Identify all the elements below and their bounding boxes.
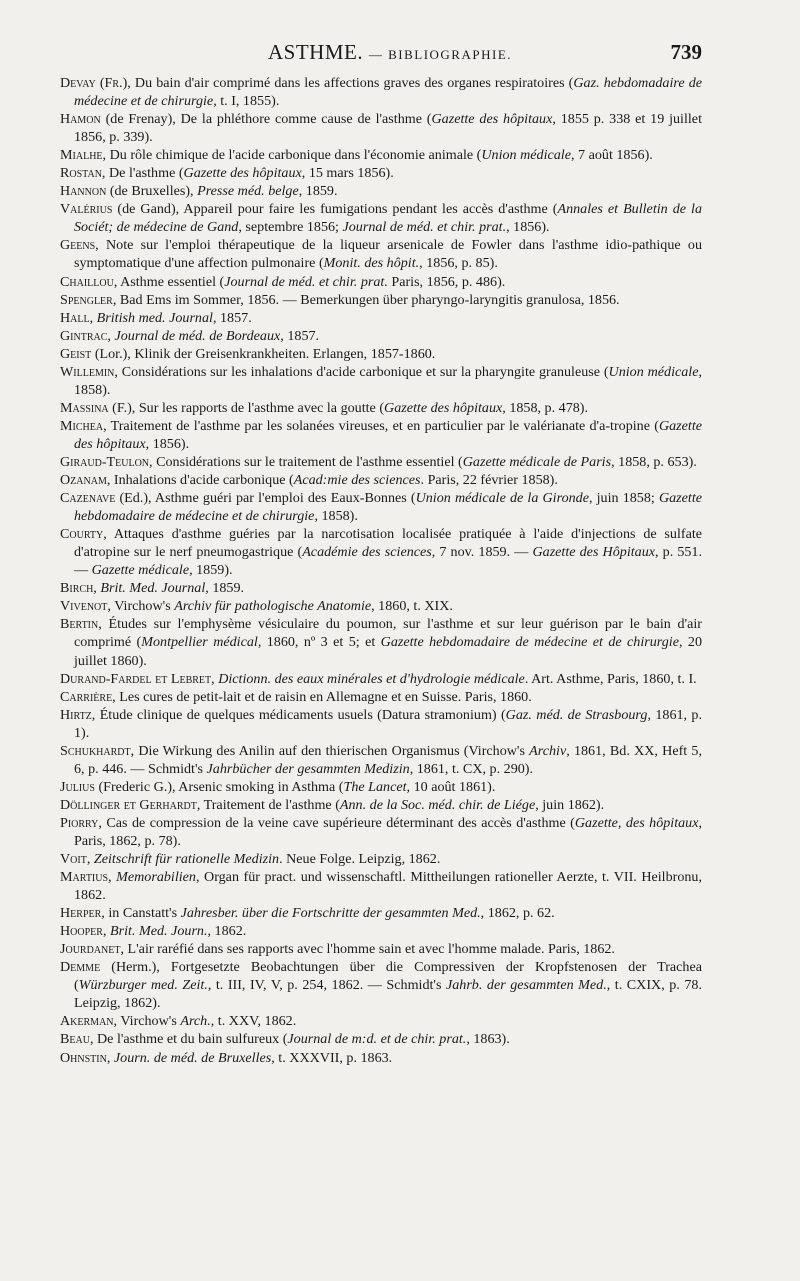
- entry-author: Geens,: [60, 237, 99, 254]
- entry-text: Du bain d'air comprimé dans les affections graves des organes respiratoires (: [130, 75, 574, 91]
- entry-author: Voit,: [60, 851, 91, 868]
- bibliography-entry: [60, 345, 702, 363]
- header-title-text: ASTHME.: [268, 40, 364, 64]
- entry-journal-title: Jahrbücher der gesammten Medizin: [206, 760, 410, 777]
- entry-text: , t. XXV, 1862.: [210, 1013, 297, 1030]
- entry-text: Considérations sur les inhalations d'acide carbonique et sur la pharyngite granuleuse (: [117, 363, 609, 380]
- entry-text: (Ed.), Asthme guéri par l'emploi des Eaux-Bonnes (: [115, 490, 416, 507]
- entry-journal-title: Montpellier médical: [141, 634, 258, 651]
- entry-author: Demme: [60, 959, 101, 976]
- entry-journal-title: British med. Journal: [96, 309, 213, 326]
- bibliography-entry: [60, 579, 702, 597]
- entry-text: Paris, 1856, p. 486).: [387, 273, 506, 290]
- bibliography-entry: [60, 922, 702, 940]
- entry-author: Devay (Fr.),: [60, 75, 131, 91]
- entry-text: , 1860, nº 3 et 5; et: [257, 634, 381, 651]
- entry-journal-title: Gaz. hebdomadaire de médecine et de chirurgie: [74, 75, 703, 110]
- entry-journal-title: Gazette des hôpitaux: [431, 111, 553, 128]
- bibliography-entry: [60, 236, 702, 272]
- entry-author: Willemin,: [60, 363, 118, 380]
- entry-journal-title: Monit. des hôpit.: [323, 255, 420, 272]
- entry-journal-title: Gazette des hôpitaux: [384, 399, 503, 416]
- entry-text: Traitement de l'asthme par les solanées vireuses, et en particulier par le valérianate d'a-tropine (: [106, 417, 659, 434]
- entry-text: , p. 551. —: [74, 544, 702, 579]
- entry-journal-title: Journal de méd. et chir. prat.: [224, 273, 388, 290]
- entry-text: , juin 1862).: [535, 796, 605, 813]
- bibliography-entry: [60, 597, 702, 615]
- entry-journal-title: Journ. de méd. de Bruxelles: [113, 1049, 272, 1066]
- entry-journal-title: Zeitschrift für rationelle Medizin: [93, 851, 280, 868]
- entry-author: Hooper,: [60, 923, 107, 940]
- entry-author: Courty,: [60, 526, 107, 543]
- bibliography-entry: [60, 200, 702, 236]
- entry-text: Note sur l'emploi thérapeutique de la liqueur arsenicale de Fowler dans l'asthme idio-pathique ou symptomatique d'une affection pulmonaire (: [74, 237, 702, 272]
- entry-text: Virchow's: [110, 598, 175, 615]
- entry-text: Études sur l'emphysème vésiculaire du poumon, sur l'asthme et sur leur guérison par le bain d'air comprimé (: [74, 616, 702, 651]
- entry-text: , 1855 p. 338 et 19 juillet 1856, p. 339).: [74, 111, 702, 146]
- entry-journal-title: The Lancet: [343, 778, 407, 795]
- entry-text: , 1859.: [298, 183, 338, 200]
- bibliography-entry: [60, 110, 702, 146]
- running-header: [60, 40, 702, 70]
- bibliography-entry: [60, 1049, 702, 1067]
- entry-author: Ozanam,: [60, 472, 111, 489]
- header-title: [268, 40, 512, 65]
- entry-text: , Paris, 1862, p. 78).: [74, 814, 703, 849]
- entry-text: , 1860, t. XIX.: [371, 598, 453, 615]
- bibliography-entry: [60, 940, 702, 958]
- entry-author: Martius,: [60, 869, 112, 886]
- entry-journal-title: Brit. Med. Journ.: [110, 923, 208, 940]
- entry-author: Birch,: [60, 580, 97, 597]
- entry-author: Bertin,: [60, 616, 102, 633]
- entry-text: . Art. Asthme, Paris, 1860, t. I.: [524, 670, 697, 687]
- entry-text: , t. I, 1855).: [213, 93, 280, 110]
- entry-text: , 1856).: [145, 435, 190, 452]
- bibliography-entry: [60, 327, 702, 345]
- entry-text: , 7 août 1856).: [570, 147, 653, 164]
- entry-journal-title: Acad:mie des sciences: [293, 472, 421, 489]
- entry-text: , 1863).: [466, 1031, 510, 1048]
- entry-text: , t. CXIX, p. 78. Leipzig, 1862).: [74, 977, 702, 1012]
- entry-journal-title: Gazette médicale de Paris: [462, 453, 612, 470]
- entry-text: (de Frenay), De la phléthore comme cause de l'asthme (: [100, 111, 432, 128]
- entry-text: , 1861, p. 1).: [74, 706, 702, 741]
- entry-text: , 1861, Bd. XX, Heft 5, 6, p. 446. — Schmidt's: [74, 742, 702, 777]
- entry-journal-title: Gazette, des hôpitaux: [574, 814, 699, 831]
- entry-journal-title: Jahrb. der gesammten Med.: [445, 977, 607, 994]
- entry-text: Inhalations d'acide carbonique (: [110, 472, 294, 489]
- entry-text: , t. XXXVII, p. 1863.: [271, 1049, 393, 1066]
- entry-author: Giraud-Teulon,: [60, 453, 153, 470]
- entry-text: , 15 mars 1856).: [301, 165, 394, 182]
- bibliography-entry: [60, 868, 702, 904]
- entry-journal-title: Union médicale: [481, 147, 571, 164]
- bibliography-entry: [60, 146, 702, 164]
- entry-journal-title: Dictionn. des eaux minérales et d'hydrologie médicale: [218, 670, 525, 687]
- entry-text: (Lor.), Klinik der Greisenkrankheiten. Erlangen, 1857-1860.: [91, 345, 436, 362]
- entry-author: Durand-Fardel et Lebret,: [60, 670, 215, 687]
- bibliography-entry: [60, 742, 702, 778]
- entry-text: Cas de compression de la veine cave supérieure déterminant des accès d'asthme (: [101, 814, 575, 831]
- entry-journal-title: Presse méd. belge: [197, 183, 299, 200]
- bibliography-entry: [60, 904, 702, 922]
- entry-text: Considérations sur le traitement de l'asthme essentiel (: [152, 453, 463, 470]
- entry-author: Geist: [60, 345, 92, 362]
- entry-journal-title: Gazette hebdomadaire de médecine et de chirurgie: [380, 634, 679, 651]
- entry-journal-title: Ann. de la Soc. méd. chir. de Liége: [339, 796, 536, 813]
- entry-author: Carrière,: [60, 688, 116, 705]
- entry-author: Valérius: [60, 201, 113, 218]
- entry-text: , 1858, p. 478).: [502, 399, 588, 416]
- bibliography-entry: [60, 796, 702, 814]
- entry-author: Julius: [60, 778, 95, 795]
- bibliography-entry: [60, 291, 702, 309]
- entry-journal-title: Würzburger med. Zeit.: [78, 977, 208, 994]
- entry-journal-title: Memorabilien: [116, 869, 196, 886]
- entry-author: Mialhe,: [60, 147, 107, 164]
- entry-journal-title: Journal de m:d. et de chir. prat.: [287, 1031, 467, 1048]
- entry-journal-title: Gazette hebdomadaire de médecine et de chirurgie: [74, 490, 703, 525]
- bibliography-entry: [60, 814, 702, 850]
- entry-text: , 1857.: [280, 327, 320, 344]
- entry-text: Étude clinique de quelques médicaments usuels (Datura stramonium) (: [95, 706, 506, 723]
- entry-author: Ohnstin,: [60, 1049, 111, 1066]
- entry-text: , 1857.: [212, 309, 252, 326]
- entry-journal-title: Gazette médicale: [91, 562, 190, 579]
- entry-text: (F.), Sur les rapports de l'asthme avec la goutte (: [108, 399, 385, 416]
- entry-author: Michea,: [60, 417, 107, 434]
- entry-journal-title: Archiv für pathologische Anatomie: [174, 598, 372, 615]
- entry-author: Chaillou,: [60, 273, 118, 290]
- entry-text: Les cures de petit-lait et de raisin en Allemagne et en Suisse. Paris, 1860.: [115, 688, 532, 705]
- entry-author: Hannon: [60, 183, 107, 200]
- bibliography-entry: [60, 363, 702, 399]
- entry-text: , 1862, p. 62.: [480, 905, 555, 922]
- bibliography-entry: [60, 417, 702, 453]
- entry-text: , 1859.: [205, 580, 245, 597]
- entry-author: Herper,: [60, 905, 105, 922]
- entry-journal-title: Académie des sciences: [302, 544, 432, 561]
- entry-journal-title: Brit. Med. Journal: [100, 580, 206, 597]
- bibliography-entry: [60, 706, 702, 742]
- entry-author: Gintrac,: [60, 327, 111, 344]
- entry-author: Schukhardt,: [60, 742, 135, 759]
- entry-text: in Canstatt's: [104, 905, 181, 922]
- entry-text: Bad Ems im Sommer, 1856. — Bemerkungen über pharyngo-laryngitis granulosa, 1856.: [116, 291, 620, 308]
- entry-author: Hamon: [60, 111, 101, 128]
- entry-text: Traitement de l'asthme (: [200, 796, 340, 813]
- entry-text: , 1858, p. 653).: [611, 453, 697, 470]
- entry-author: Hirtz,: [60, 706, 96, 723]
- entry-journal-title: Gazette des Hôpitaux: [532, 544, 655, 561]
- entry-text: , 20 juillet 1860).: [74, 634, 703, 669]
- entry-author: Piorry,: [60, 814, 102, 831]
- entry-journal-title: Gazette des hôpitaux: [74, 417, 702, 452]
- entry-text: . Paris, 22 février 1858).: [420, 472, 558, 489]
- entry-text: Virchow's: [117, 1013, 181, 1030]
- bibliography-entry: [60, 778, 702, 796]
- entry-text: , 7 nov. 1859. —: [431, 544, 533, 561]
- entry-author: Rostan,: [60, 165, 106, 182]
- entry-text: , Organ für pract. und wissenschaftl. Mittheilungen rationeller Aerzte, t. VII. Heilbronu, 1862.: [74, 869, 702, 904]
- bibliography-entry: [60, 958, 702, 1012]
- entry-text: Attaques d'asthme guéries par la narcotisation localisée pratiquée à l'aide d'injections de sulfate d'atropine sur le nerf pneumogastrique (: [74, 526, 702, 561]
- entry-author: Beau,: [60, 1031, 94, 1048]
- bibliography-list: [60, 74, 702, 1067]
- bibliography-entry: [60, 273, 702, 291]
- entry-text: , 10 août 1861).: [406, 778, 496, 795]
- entry-text: . Neue Folge. Leipzig, 1862.: [279, 851, 441, 868]
- entry-journal-title: Annales et Bulletin de la Sociét; de médecine de Gand: [74, 201, 702, 236]
- bibliography-entry: [60, 453, 702, 471]
- entry-text: , 1861, t. CX, p. 290).: [409, 760, 534, 777]
- entry-author: Jourdanet,: [60, 941, 125, 958]
- page-number: 739: [670, 40, 702, 64]
- entry-text: , 1856, p. 85).: [419, 255, 498, 272]
- entry-text: , 1856).: [506, 219, 550, 236]
- entry-journal-title: Archiv: [529, 742, 567, 759]
- entry-author: Massina: [60, 399, 109, 416]
- entry-journal-title: Jahresber. über die Fortschritte der gesammten Med.: [180, 905, 481, 922]
- bibliography-entry: [60, 850, 702, 868]
- entry-text: Du rôle chimique de l'acide carbonique dans l'économie animale (: [106, 147, 482, 164]
- entry-text: , juin 1858;: [588, 490, 659, 507]
- entry-journal-title: Union médicale: [608, 363, 699, 380]
- entry-text: De l'asthme (: [105, 165, 184, 182]
- bibliography-entry: [60, 182, 702, 200]
- bibliography-entry: [60, 1030, 702, 1048]
- entry-text: (Herm.), Fortgesetzte Beobachtungen über die Compressiven der Kropfstenosen der Trachea (: [74, 959, 702, 994]
- bibliography-entry: [60, 471, 702, 489]
- entry-journal-title: Arch.: [180, 1013, 211, 1030]
- entry-author: Akerman,: [60, 1013, 118, 1030]
- entry-author: Vivenot,: [60, 598, 111, 615]
- entry-text: (de Bruxelles),: [106, 183, 198, 200]
- entry-text: , 1862.: [207, 923, 247, 940]
- header-section: — BIBLIOGRAPHIE.: [368, 47, 513, 62]
- bibliography-entry: [60, 1012, 702, 1030]
- entry-text: , 1859).: [189, 562, 233, 579]
- bibliography-entry: [60, 164, 702, 182]
- bibliography-entry: [60, 688, 702, 706]
- entry-journal-title: Union médicale de la Gironde: [415, 490, 589, 507]
- entry-author: Döllinger et Gerhardt,: [60, 796, 201, 813]
- entry-text: Die Wirkung des Anilin auf den thierischen Organismus (Virchow's: [134, 742, 530, 759]
- entry-text: , septembre 1856;: [238, 219, 343, 236]
- entry-text: (de Gand), Appareil pour faire les fumigations pendant les accès d'asthme (: [112, 201, 558, 218]
- entry-journal-title: Gaz. méd. de Strasbourg: [505, 706, 648, 723]
- bibliography-entry: [60, 309, 702, 327]
- entry-text: , 1858).: [314, 508, 358, 525]
- entry-journal-title: Gazette des hôpitaux: [183, 165, 302, 182]
- bibliography-entry: [60, 74, 702, 110]
- entry-author: Hall,: [60, 309, 94, 326]
- entry-text: Asthme essentiel (: [117, 273, 225, 290]
- entry-author: Spengler,: [60, 291, 117, 308]
- entry-text: , 1858).: [74, 363, 702, 398]
- entry-author: Cazenave: [60, 490, 116, 507]
- entry-text: (Frederic G.), Arsenic smoking in Asthma (: [94, 778, 344, 795]
- entry-text: L'air raréfié dans ses rapports avec l'homme sain et avec l'homme malade. Paris, 1862.: [124, 941, 615, 958]
- entry-text: , t. III, IV, V, p. 254, 1862. — Schmidt's: [207, 977, 446, 994]
- entry-journal-title: Journal de méd. et chir. prat.: [342, 219, 507, 236]
- entry-text: De l'asthme et du bain sulfureux (: [93, 1031, 288, 1048]
- bibliography-entry: [60, 399, 702, 417]
- bibliography-entry: [60, 489, 702, 525]
- entry-journal-title: Journal de méd. de Bordeaux: [114, 327, 281, 344]
- bibliography-entry: [60, 615, 702, 669]
- bibliography-entry: [60, 525, 702, 579]
- bibliography-entry: [60, 670, 702, 688]
